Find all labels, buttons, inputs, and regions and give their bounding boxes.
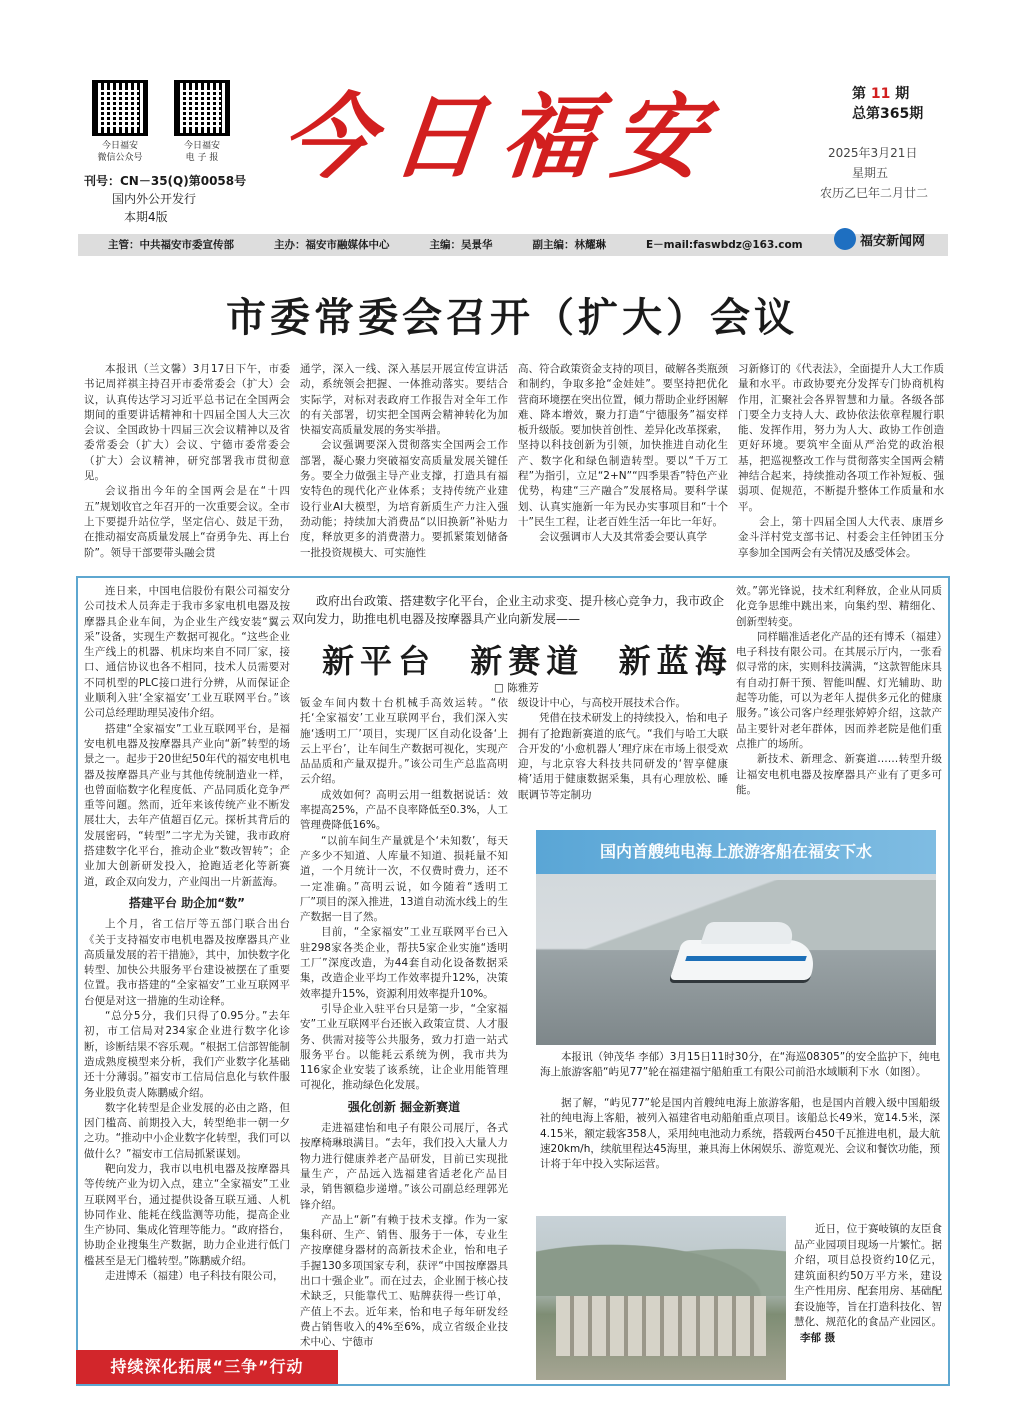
qr-epaper-caption: 今日福安 电 子 报 xyxy=(183,141,220,163)
infobar-email: E－mail:faswbdz@163.com xyxy=(646,239,803,251)
buildings xyxy=(556,1296,766,1356)
qr-wechat-caption: 今日福安 微信公众号 xyxy=(97,141,143,163)
photo-caption-1: 本报讯（钟茂华 李郁）3月15日11时30分，在“海巡08305”的安全监护下，纯电海上旅游客船“屿见77”轮在福建福宁船舶重工有限公司前沿水域顺利下水（如图）。 xyxy=(540,1051,940,1079)
feature-col-4: 效。”郭光锋说，技术红利释放，企业从同质化竞争思维中跳出来，向集约型、精细化、创新型转变。 同样瞄准适老化产品的还有博禾（福建）电子科技有限公司。在其展示厅内，一张看似寻常的床，实则科技满满，“这款智能床具有自动打鼾干预、智能叫醒、灯光辅助、助起等功能，可以为老年人提供多元化的健康服务。”该公司客户经理张婷婷介绍，这款产品主要针对老年群体，因而养老院是他们重点推广的场所。 新技术、新理念、新赛道……转型升级让福安电机电器及按摩器具产业有了更多可能。 xyxy=(736,585,942,796)
feature-col-2: 钣金车间内数十台机械手高效运转。“依托‘全家福安’工业互联网平台，我们深入实施‘透明工厂’项目，实现厂区自动化设备‘上云上平台’，让车间生产数据可视化，实现产品品质和产量双提升。”该公司生产总监高明云介绍。 成效如何？高明云用一组数据说话：效率提高25%，产品不良率降低至0.3%，人工管理费降低16%。 “以前车间生产量就是个‘未知数’，每天产多少不知道、人库量不知道、损耗量不知道，一个月统计一次，不仅费时费力，还不一定准确。”高明云说，如今随着“透明工厂”项目的深入推进，13道自动流水线上的生产数据一目了然。 目前，“全家福安”工业互联网平台已入驻298家各类企业，帮扶5家企业实施“透明工厂”深度改造，为44套自动化设备数据采集，改造企业平均工作效率提升12%，决策效率提升15%，资源利用效率提升10%。 引导企业入驻平台只是第一步，“全家福安”工业互联网平台还嵌入政策宣贯、人才服务、供需对接等公共服务，致力打造一站式服务平台。以能耗云系统为例，我市共为116家企业安装了该系统，让企业用能管理可视化，推动绿色化发展。 强化创新 掘金新赛道 走进福建怡和电子有限公司展厅，各式按摩椅琳琅满目。“去年，我们投入大量人力物力进行健康养老产品研发，目前已实现批量生产，产品远入选福建省适老化产品目录，销售额稳步递增。”该公司副总经理郭光锋介绍。 产品上“新”有赖于技术支撑。作为一家集科研、生产、销售、服务于一体，专业生产按摩健身器材的高新技术企业，怡和电子手握130多项国家专利，获评“中国按摩器具出口十强企业”。而在过去，企业囿于核心技术缺乏，只能靠代工、贴牌获得一些订单，产值上不去。近年来，怡和电子每年研发经费占销售收入的4%至6%，成立省级企业技术中心、宁德市 xyxy=(300,697,508,1349)
total-issue: 总第365期 xyxy=(852,106,924,122)
distribution: 国内外公开发行 xyxy=(112,192,197,206)
photo-caption-2: 据了解，“屿见77”轮是国内首艘纯电海上旅游客船，也是国内首艘入级中国船级社的纯电海上客船，被列入福建省电动船舶重点项目。该船总长49米，宽14.5米，深4.15米，额定载客358人，采用纯电池动力系统，搭载两台450千瓦推进电机，最大航速20km/h，续航里程达45海里，兼具海上休闲娱乐、游览观光、会议和餐饮功能，预计将于年中投入实际运营。 xyxy=(540,1097,940,1171)
campaign-banner: 持续深化拓展“三争”行动 xyxy=(76,1350,338,1384)
lead-col-3: 高、符合政策资金支持的项目，破解各类瓶颈和制约，争取多抢“金娃娃”。要坚持把优化营商环境摆在突出位置，倾力帮助企业纾困解难、降本增效，聚力打造“宁德服务”福安样板升级版。要加快首创性、差异化改革探索，坚持以科技创新为引领，加快推进自动化生产、数字化和绿色制造转型。要以“千万工程”为指引，立足“2+N”“四季果香”特色产业优势，构建“三产融合”发展格局。要科学谋划、认真实施新一年为民办实事项目和“十个十”民生工程，让老百姓生活一年比一年好。 会议强调市人大及其常委会要认真学 xyxy=(518,363,728,544)
lead-headline: 市委常委会召开（扩大）会议 xyxy=(226,294,798,341)
lead-col-2: 通学，深入一线、深入基层开展宣传宣讲活动，系统领会把握、一体推动落实。要结合实际学，对标对表政府工作报告对全年工作的有关部署，切实把全国两会精神转化为加快福安高质量发展的务实举措。 会议强调要深入贯彻落实全国两会工作部署，凝心聚力突破福安高质量发展关键任务。要全力做强主导产业支撑，打造具有福安特色的现代化产业体系；支持传统产业建设行业AI大模型，为培育新质生产力注入强劲动能；持续加大消费品“以旧换新”补贴力度，释放更多的消费潜力。要抓紧策划储备一批投资规模大、可实施性 xyxy=(300,363,508,559)
infobar-host: 主办：福安市融媒体中心 xyxy=(274,239,390,251)
section-head-1: 搭建平台 助企加“数” xyxy=(129,895,245,910)
qr-epaper xyxy=(174,80,230,136)
issue-date: 2025年3月21日 xyxy=(828,146,918,160)
section-head-2: 强化创新 掘金新赛道 xyxy=(347,1099,461,1114)
masthead-title: 今日福安 xyxy=(276,83,728,191)
issue-weekday: 星期五 xyxy=(852,166,889,180)
ship-photo xyxy=(536,830,936,1045)
hills xyxy=(536,1236,786,1296)
lead-col-4: 习新修订的《代表法》，全面提升人大工作质量和水平。市政协要充分发挥专门协商机构作用，汇聚社会各界智慧和力量。各级各部门要全力支持人大、政协依法依章程履行职能、发挥作用，努力为人大、政协工作创造更好环境。要筑牢全面从严治党的政治根基，把巡视整改工作与贯彻落实全国两会精神结合起来，持续推动各项工作补短板、强弱项、促规范，不断提升整体工作质量和水平。 会上，第十四届全国人大代表、康厝乡金斗洋村党支部书记、村委会主任钟团玉分享参加全国两会有关情况及感受体会。 xyxy=(738,363,944,559)
photo2-caption: 近日，位于赛岐镇的友臣食品产业园项目现场一片繁忙。据介绍，项目总投资约10亿元，建筑面积约50万平方米，建设生产性用房、配套用房、基础配套设施等，旨在打造科技化、智慧化、规范化的食品产业园区。 李郁 摄 xyxy=(794,1223,942,1344)
feature-title: 新平台 新赛道 新蓝海 xyxy=(322,642,733,680)
feature-col-1: 连日来，中国电信股份有限公司福安分公司技术人员奔走于我市多家电机电器及按摩器具企业车间，为企业生产线安装“翼云采”设备，实现生产数据可视化。“这些企业生产线上的机器、机床均来自不同厂家，接口、通信协议也各不相同，技术人员需要对不同机型的PLC接口进行分辨，从而保证企业顺利入驻‘全家福安’工业互联网平台。”该公司总经理助理吴凌伟介绍。 搭建“全家福安”工业互联网平台，是福安电机电器及按摩器具产业向“新”转型的场景之一。起步于20世纪50年代的福安电机电器及按摩器具产业与其他传统制造业一样，也曾面临数字化程度低、产品同质化竞争严重等问题。然而，近年来该传统产业不断发展壮大，去年产值超百亿元。探析其背后的发展密码，“转型”二字尤为关键，我市政府搭建数字化平台，推动企业“数改智转”；企业加大创新研发投入，抢跑适老化等新赛道，政企双向发力，产业闯出一片新蓝海。 搭建平台 助企加“数” 上个月，省工信厅等五部门联合出台《关于支持福安市电机电器及按摩器具产业高质量发展的若干措施》，其中，加快数字化转型、加快公共服务平台建设被摆在了重要位置。我市搭建的“全家福安”工业互联网平台便是对这一措施的生动诠释。 “总分5分，我们只得了0.95分。”去年初，市工信局对234家企业进行数字化诊断，诊断结果不容乐观。“根据工信部智能制造成熟度模型来分析，我们产业数字化基础还十分薄弱。”福安市工信局信息化与软件服务业股负责人陈鹏威介绍。 数字化转型是企业发展的必由之路，但因门槛高、前期投入大，转型绝非一朝一夕之功。“推动中小企业数字化转型，我们可以做什么？”福安市工信局抓紧谋划。 靶向发力，我市以电机电器及按摩器具等传统产业为切入点，建立“全家福安”工业互联网平台，通过提供设备互联互通、人机协同作业、能耗在线监测等功能，提高企业生产协同、集成化管理等能力。“政府搭台，协助企业搜集生产数据，助力企业进行低门槛甚至是无门槛转型。”陈鹏威介绍。 走进博禾（福建）电子科技有限公司， xyxy=(84,585,290,1283)
lunar-date: 农历乙巳年二月廿二 xyxy=(820,186,929,200)
issue-number: 11 xyxy=(870,86,891,102)
infobar-editor: 主编：吴景华 xyxy=(429,239,493,251)
site-logo[interactable]: 福安新闻网 xyxy=(834,228,925,250)
infobar xyxy=(78,234,948,256)
construction-photo xyxy=(536,1216,786,1380)
feature-byline: □ 陈雅芳 xyxy=(494,682,539,694)
ship-deck xyxy=(700,922,797,944)
reg-number: 刊号：CN－35(Q)第0058号 xyxy=(84,174,247,188)
page-count: 本期4版 xyxy=(124,210,168,224)
issue-block: 第 11 期 总第365期 xyxy=(852,86,924,122)
site-logo-icon xyxy=(834,228,856,250)
lead-col-1: 本报讯（兰文馨）3月17日下午，市委书记周祥祺主持召开市委常委会（扩大）会议，认真传达学习习近平总书记在全国两会期间的重要讲话精神和十四届全国人大三次会议、全国政协十四届三次会议精神以及省委常委会（扩大）会议、宁德市委常委会（扩大）会议精神，研究部署我市贯彻意见。 会议指出今年的全国两会是在“十四五”规划收官之年召开的一次重要会议。全市上下要提升站位学，坚定信心、鼓足干劲，在推动福安高质量发展上“奋勇争先、再上台阶”。领导干部要带头融会贯 xyxy=(84,363,290,559)
photo-title-banner: 国内首艘纯电海上旅游客船在福安下水 xyxy=(536,830,936,874)
feature-intro: 政府出台政策、搭建数字化平台，企业主动求变、提升核心竞争力，我市政企双向发力，助推电机电器及按摩器具产业向新发展—— xyxy=(292,594,725,626)
photo2-credit: 李郁 摄 xyxy=(800,1331,836,1344)
feature-col-3: 级设计中心，与高校开展技术合作。 凭借在技术研发上的持续投入，怡和电子拥有了抢跑新赛道的底气。“我们与哈工大联合开发的‘小愈机器人’理疗床在市场上很受欢迎，与北京容大科技共同研发的‘智享健康椅’适用于健康数据采集，具有心理放松、睡眠调节等定制功 xyxy=(518,697,728,801)
infobar-sponsor: 主管：中共福安市委宣传部 xyxy=(108,239,234,251)
qr-wechat xyxy=(92,80,148,136)
infobar-deputy: 副主编：林耀琳 xyxy=(532,239,606,251)
ship-stripe xyxy=(685,956,807,961)
